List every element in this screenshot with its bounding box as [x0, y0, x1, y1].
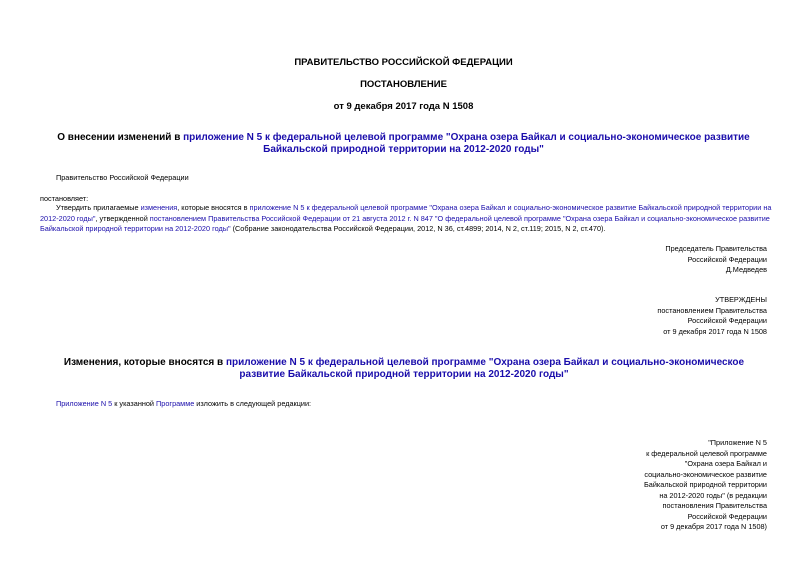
document-type-heading: ПОСТАНОВЛЕНИЕ: [360, 79, 447, 90]
changes-title-prefix: Изменения, которые вносятся в: [63, 357, 226, 368]
government-heading: ПРАВИТЕЛЬСТВО РОССИЙСКОЙ ФЕДЕРАЦИИ: [294, 57, 513, 68]
changes-title-link[interactable]: приложение N 5 к федеральной целевой программе "Охрана озера Байкал и социально-экономическое развитие Байкальской природной территории на 2012-2020 годы": [225, 357, 745, 380]
signature-line-1: Председатель Правительства: [665, 244, 767, 253]
approved-line-3: Российской Федерации: [687, 316, 767, 325]
appendix-ref-line: Российской Федерации: [687, 511, 767, 521]
p1-text-b: , которые вносятся в: [177, 203, 250, 212]
signature-line-3: Д.Медведев: [725, 265, 767, 274]
decree-847-link[interactable]: постановлением Правительства Российской Федерации от 21 августа 2012 г. N 847 "О федеральной целевой программе "Охрана озера Байкал и социально-экономическое развитие Байкальской природной территории на 2012-2020 годы": [40, 213, 770, 233]
p1-text-d: (Собрание законодательства Российской Федерации, 2012, N 36, ст.4899; 2014, N 2, ст.119; 2015, N 2, ст.470).: [230, 224, 606, 233]
appendix-ref-line: социально-экономическое развитие: [644, 469, 767, 479]
appendix-5-link[interactable]: Приложение N 5: [56, 399, 113, 408]
p1-text-a: Утвердить прилагаемые: [56, 203, 141, 212]
title-link-appendix[interactable]: приложение N 5 к федеральной целевой программе "Охрана озера Байкал и социально-экономическое развитие Байкальской природной территории на 2012-2020 годы": [183, 132, 750, 155]
signature-block: [665, 244, 767, 276]
p1-text-c: , утвержденной: [95, 213, 150, 223]
approved-line-1: УТВЕРЖДЕНЫ: [715, 295, 767, 304]
document-title: [40, 132, 767, 156]
appendix-link[interactable]: приложение N 5 к федеральной целевой программе "Охрана озера Байкал и социально-экономическое развитие Байкальской природной территории на 2012-2020 годы": [40, 203, 772, 223]
document-date-number: от 9 декабря 2017 года N 1508: [333, 101, 474, 112]
appendix-ref-line: от 9 декабря 2017 года N 1508): [660, 522, 767, 531]
title-prefix: О внесении изменений в: [57, 132, 184, 143]
program-link[interactable]: Программе: [156, 399, 195, 408]
appendix-ref-line: постановления Правительства: [662, 501, 767, 510]
approved-block: [657, 295, 767, 337]
appendix-ref-line: "Охрана озера Байкал и: [684, 459, 767, 468]
changes-title: [48, 357, 760, 381]
changes-text-a: к указанной: [112, 399, 157, 408]
appendix-ref-line: Байкальской природной территории: [643, 480, 767, 489]
changes-link[interactable]: изменения: [140, 203, 178, 212]
intro-text: Правительство Российской Федерации: [56, 173, 189, 182]
changes-text-b: изложить в следующей редакции:: [194, 399, 312, 408]
appendix-ref-line: на 2012-2020 годы" (в редакции: [659, 490, 767, 500]
appendix-ref-line: "Приложение N 5: [708, 438, 767, 447]
signature-line-2: Российской Федерации: [687, 254, 767, 264]
resolves-text: постановляет:: [40, 194, 89, 203]
approved-line-2: постановлением Правительства: [657, 305, 767, 315]
resolution-paragraph: [40, 203, 775, 235]
appendix-reference-block: [644, 438, 767, 533]
approved-line-4: от 9 декабря 2017 года N 1508: [663, 326, 767, 336]
changes-paragraph: [56, 399, 311, 410]
appendix-ref-line: к федеральной целевой программе: [646, 448, 767, 458]
